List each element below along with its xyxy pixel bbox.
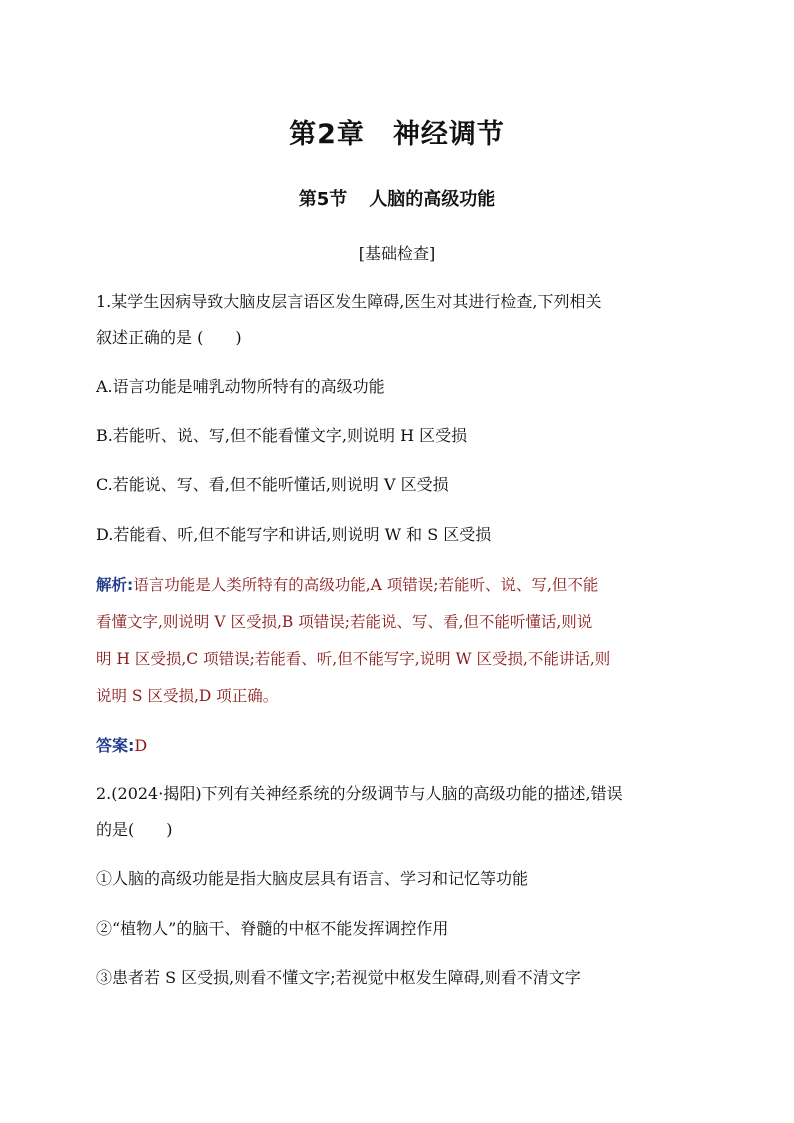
q2-item-3: ③患者若 S 区受损,则看不懂文字;若视觉中枢发生障碍,则看不清文字 (96, 968, 581, 987)
q1-option-a: A.语言功能是哺乳动物所特有的高级功能 (96, 377, 385, 396)
q1-stem-line-1: 1.某学生因病导致大脑皮层言语区发生障碍,医生对其进行检查,下列相关 (96, 292, 602, 311)
q1-analysis-line-4: 说明 S 区受损,D 项正确。 (96, 687, 279, 705)
q2-stem-line-1: 2.(2024·揭阳)下列有关神经系统的分级调节与人脑的高级功能的描述,错误 (96, 784, 623, 803)
q1-answer (96, 733, 147, 756)
chapter-name: 神经调节 (392, 119, 505, 150)
analysis-text-1: 语言功能是人类所特有的高级功能,A 项错误;若能听、说、写,但不能 (133, 576, 599, 594)
chapter-number: 第2章 (289, 119, 365, 150)
section-name: 人脑的高级功能 (369, 189, 496, 210)
section-title (0, 185, 794, 211)
basic-check-label: [基础检查] (358, 244, 436, 263)
q1-option-c: C.若能说、写、看,但不能听懂话,则说明 V 区受损 (96, 475, 449, 494)
q1-option-b: B.若能听、说、写,但不能看懂文字,则说明 H 区受损 (96, 426, 468, 445)
q1-analysis-line-1 (96, 573, 706, 595)
chapter-title (0, 112, 794, 151)
section-number: 第5节 (298, 189, 348, 210)
q1-stem-line-2: 叙述正确的是 ( ) (96, 328, 242, 347)
analysis-label: 解析: (96, 576, 134, 594)
q2-item-1: ①人脑的高级功能是指大脑皮层具有语言、学习和记忆等功能 (96, 869, 529, 888)
q1-analysis-line-3: 明 H 区受损,C 项错误;若能看、听,但不能写字,说明 W 区受损,不能讲话,则 (96, 650, 611, 668)
q2-stem-line-2: 的是( ) (96, 820, 173, 839)
answer-value: D (134, 736, 148, 755)
q2-item-2: ②“植物人”的脑干、脊髓的中枢不能发挥调控作用 (96, 919, 449, 938)
q1-analysis-line-2: 看懂文字,则说明 V 区受损,B 项错误;若能说、写、看,但不能听懂话,则说 (96, 613, 593, 631)
answer-label: 答案: (96, 736, 135, 755)
q1-option-d: D.若能看、听,但不能写字和讲话,则说明 W 和 S 区受损 (96, 525, 492, 544)
